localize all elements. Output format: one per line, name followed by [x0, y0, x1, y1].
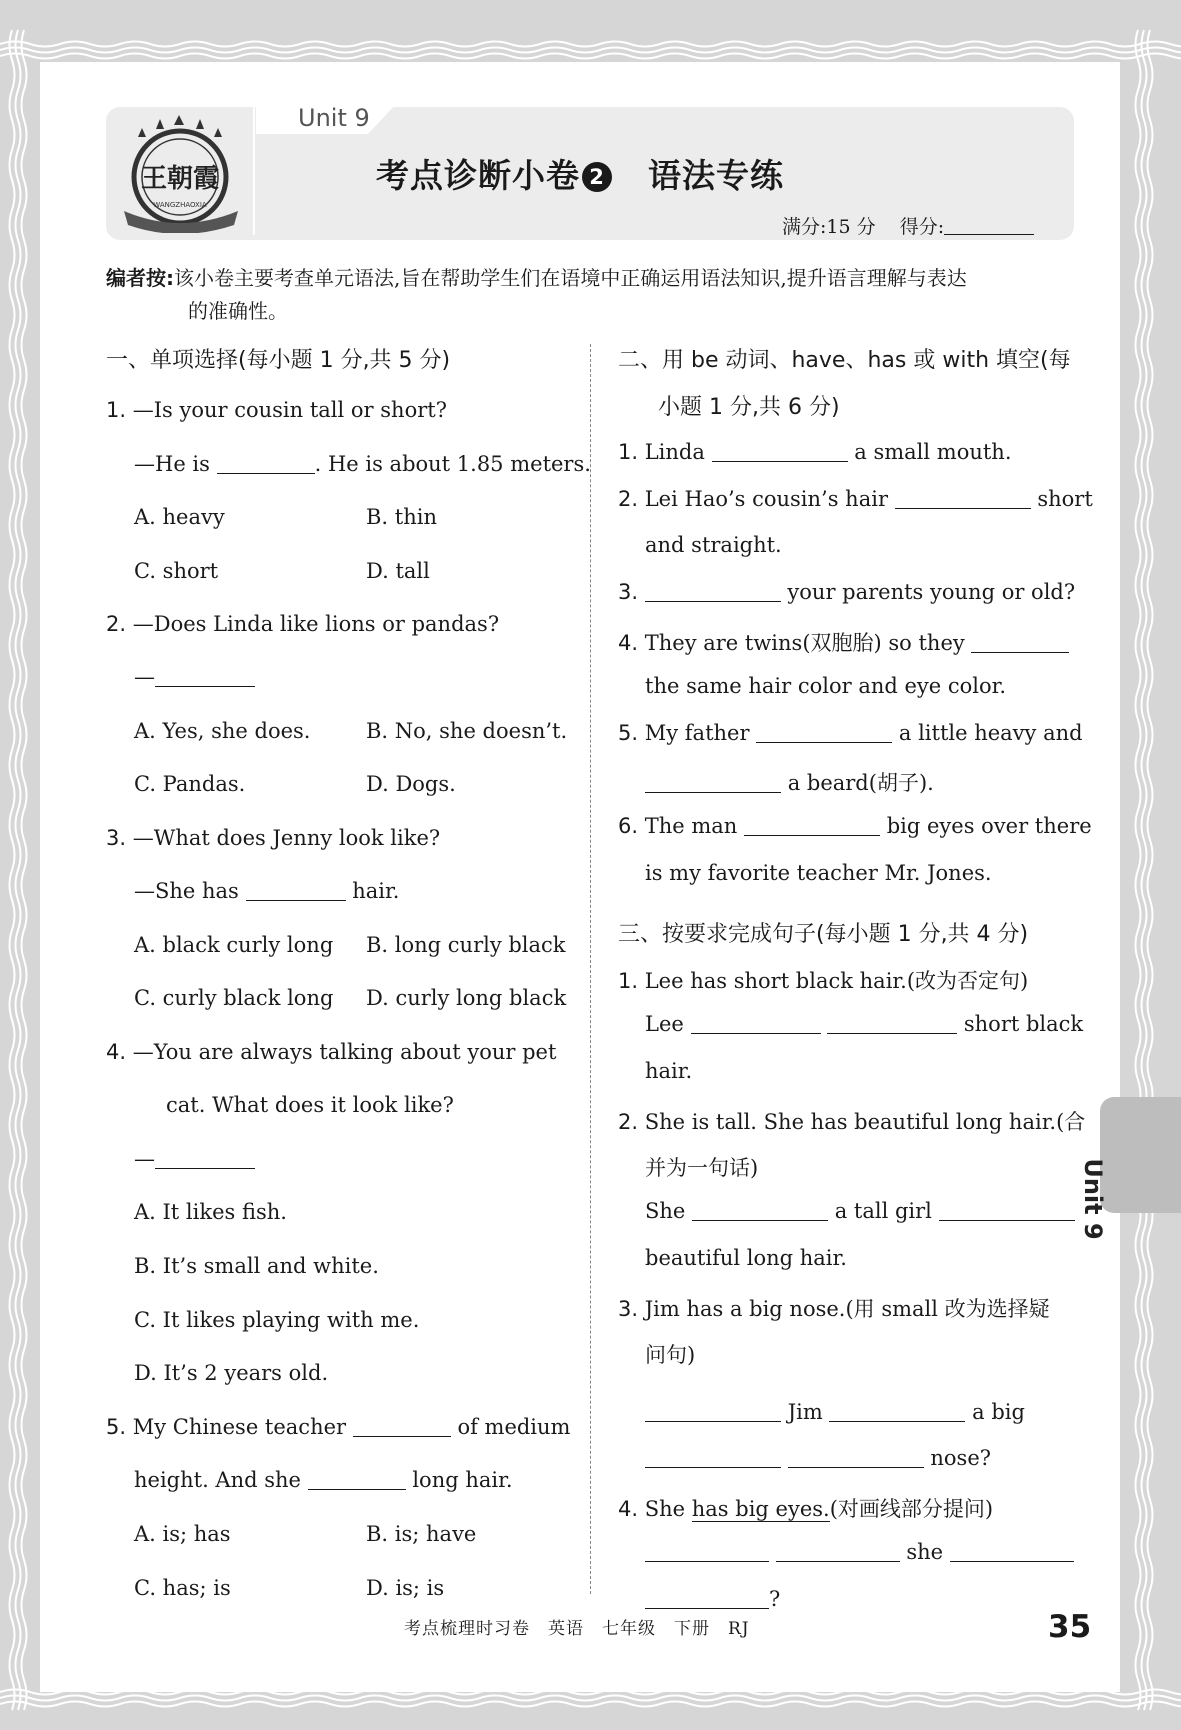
s2-q1-blank[interactable] — [712, 441, 848, 462]
s1-q2-option-a[interactable]: A. Yes, she does. — [134, 719, 311, 743]
s1-q5-option-c[interactable]: C. has; is — [134, 1576, 231, 1600]
s3-q4-underlined: has big eyes. — [691, 1497, 830, 1521]
s3-q1-blank1[interactable] — [691, 1013, 821, 1034]
s3-q3-answer1: Jim a big — [645, 1400, 1025, 1424]
s1-q5-blank1[interactable] — [353, 1416, 451, 1437]
s1-q1-line2: —He is . He is about 1.85 meters. — [134, 452, 591, 476]
s3-q1-line3: hair. — [645, 1059, 693, 1083]
s1-q4-option-c[interactable]: C. It likes playing with me. — [134, 1308, 420, 1332]
s3-q3-blank3[interactable] — [645, 1447, 781, 1468]
unit-tab-label: Unit 9 — [298, 104, 370, 132]
s1-q5-line2: height. And she long hair. — [134, 1468, 513, 1492]
s1-q2-option-c[interactable]: C. Pandas. — [134, 772, 246, 796]
s1-q4-option-a[interactable]: A. It likes fish. — [134, 1200, 287, 1224]
s3-q3-blank1[interactable] — [645, 1401, 781, 1422]
s3-q3-blank4[interactable] — [788, 1447, 924, 1468]
s1-q1-option-c[interactable]: C. short — [134, 559, 219, 583]
frame-wave-line — [1148, 30, 1153, 1710]
editor-note-line2: 的准确性。 — [188, 299, 288, 323]
s3-q1: 1. Lee has short black hair.(改为否定句) — [618, 969, 1029, 993]
s3-q2: 2. She is tall. She has beautiful long hair.(合 — [618, 1110, 1086, 1134]
s1-q1-blank[interactable] — [217, 453, 315, 474]
page-title — [376, 150, 784, 197]
header-divider — [253, 107, 255, 235]
s1-q3-blank[interactable] — [246, 880, 346, 901]
score-blank[interactable] — [944, 218, 1034, 235]
s1-q2-blank[interactable] — [155, 666, 255, 687]
editor-note-line1: 该小卷主要考查单元语法,旨在帮助学生们在语境中正确运用语法知识,提升语言理解与表达 — [174, 266, 967, 290]
frame-wave-line — [0, 42, 1181, 47]
s1-q3-option-c[interactable]: C. curly black long — [134, 986, 334, 1010]
frame-wave-line — [1142, 30, 1147, 1710]
s1-q1-option-d[interactable]: D. tall — [366, 559, 430, 583]
s1-q1-option-a[interactable]: A. heavy — [134, 505, 225, 529]
s2-q6-blank[interactable] — [744, 815, 880, 836]
s2-q3: 3. your parents young or old? — [618, 580, 1076, 604]
s2-q5: 5. My father a little heavy and — [618, 721, 1083, 745]
frame-wave-line — [0, 48, 1181, 53]
logo-text: 王朝霞 — [140, 164, 220, 194]
score-label: 得分: — [899, 216, 945, 238]
s3-q3-blank2[interactable] — [829, 1401, 965, 1422]
s1-q4-option-b[interactable]: B. It’s small and white. — [134, 1254, 379, 1278]
s3-q2-answer: She a tall girl — [645, 1199, 1075, 1223]
frame-wave-line — [0, 1696, 1181, 1701]
s1-q5-option-d[interactable]: D. is; is — [366, 1576, 445, 1600]
section3-title: 三、按要求完成句子(每小题 1 分,共 4 分) — [618, 922, 1029, 947]
s3-q4-answer: she — [645, 1540, 1074, 1564]
side-unit-tab-label: Unit 9 — [1079, 1158, 1107, 1240]
frame-wave-line — [0, 1702, 1181, 1707]
frame-wave-line — [1136, 30, 1141, 1710]
editor-note — [106, 262, 1074, 328]
s1-q3: 3. —What does Jenny look like? — [106, 826, 441, 850]
s3-q4-answer2: ? — [645, 1587, 780, 1611]
frame-wave-line — [22, 30, 27, 1710]
s2-q4-blank[interactable] — [971, 632, 1069, 653]
s2-q4-line2: the same hair color and eye color. — [645, 674, 1007, 698]
s3-q3: 3. Jim has a big nose.(用 small 改为选择疑 — [618, 1297, 1050, 1321]
section1-title: 一、单项选择(每小题 1 分,共 5 分) — [106, 348, 451, 373]
s3-q2-blank1[interactable] — [692, 1200, 828, 1221]
s3-q2-blank2[interactable] — [939, 1200, 1075, 1221]
s1-q5-option-a[interactable]: A. is; has — [134, 1522, 231, 1546]
title-part2: 语法专练 — [648, 156, 784, 195]
s2-q5-blank2[interactable] — [645, 772, 781, 793]
section2-title-line2: 小题 1 分,共 6 分) — [658, 395, 840, 420]
footer-text: 考点梳理时习卷 英语 七年级 下册 RJ — [404, 1619, 750, 1639]
s2-q4: 4. They are twins(双胞胎) so they — [618, 627, 1069, 657]
page-number: 35 — [1048, 1609, 1092, 1645]
s1-q4-blank[interactable] — [155, 1148, 255, 1169]
s1-q4-line1b: cat. What does it look like? — [166, 1093, 454, 1117]
s2-q1: 1. Linda a small mouth. — [618, 440, 1012, 464]
s1-q3-line2: —She has hair. — [134, 879, 400, 903]
s1-q1: 1. —Is your cousin tall or short? — [106, 398, 447, 422]
s3-q1-answer: Lee short black — [645, 1012, 1084, 1036]
s1-q4-option-d[interactable]: D. It’s 2 years old. — [134, 1361, 329, 1385]
s1-q2-option-b[interactable]: B. No, she doesn’t. — [366, 719, 568, 743]
title-number: 2 — [582, 162, 612, 192]
title-part1: 考点诊断小卷 — [376, 156, 580, 195]
s3-q4: 4. She has big eyes.(对画线部分提问) — [618, 1497, 994, 1521]
s1-q5-option-b[interactable]: B. is; have — [366, 1522, 477, 1546]
section2-title-line1: 二、用 be 动词、have、has 或 with 填空(每 — [618, 348, 1071, 373]
s3-q3-answer2: nose? — [645, 1446, 991, 1470]
s2-q6-line2: is my favorite teacher Mr. Jones. — [645, 861, 992, 885]
s1-q2: 2. —Does Linda like lions or pandas? — [106, 612, 500, 636]
column-divider — [590, 344, 591, 1594]
s2-q6: 6. The man big eyes over there — [618, 814, 1092, 838]
s3-q4-blank4[interactable] — [645, 1588, 769, 1609]
s3-q4-blank2[interactable] — [776, 1541, 900, 1562]
s1-q3-option-d[interactable]: D. curly long black — [366, 986, 567, 1010]
s1-q2-line2: — — [134, 665, 255, 689]
s3-q4-blank3[interactable] — [950, 1541, 1074, 1562]
s1-q1-option-b[interactable]: B. thin — [366, 505, 437, 529]
s1-q4-line2: — — [134, 1147, 255, 1171]
s1-q3-option-b[interactable]: B. long curly black — [366, 933, 566, 957]
s3-q2-line4: beautiful long hair. — [645, 1246, 847, 1270]
score-line — [782, 212, 1034, 239]
full-score: 满分:15 分 — [782, 216, 876, 238]
s2-q3-blank[interactable] — [645, 581, 781, 602]
frame-wave-line — [16, 30, 21, 1710]
s3-q3-line2: 问句) — [645, 1343, 696, 1367]
frame-wave-line — [0, 54, 1181, 59]
s3-q2-line2: 并为一句话) — [645, 1156, 759, 1180]
logo — [116, 115, 246, 233]
s2-q5-blank1[interactable] — [756, 722, 892, 743]
s3-q1-blank2[interactable] — [827, 1013, 957, 1034]
s1-q4: 4. —You are always talking about your pet — [106, 1040, 557, 1064]
s1-q3-option-a[interactable]: A. black curly long — [134, 933, 334, 957]
s2-q5-line2: a beard(胡子). — [645, 767, 934, 797]
s1-q5: 5. My Chinese teacher of medium — [106, 1415, 571, 1439]
s2-q2-line2: and straight. — [645, 533, 782, 557]
s1-q2-option-d[interactable]: D. Dogs. — [366, 772, 456, 796]
side-unit-tab — [1100, 1097, 1181, 1213]
editor-note-label: 编者按: — [106, 266, 174, 290]
frame-wave-line — [10, 30, 15, 1710]
s1-q5-blank2[interactable] — [308, 1469, 406, 1490]
s3-q4-blank1[interactable] — [645, 1541, 769, 1562]
s2-q2-blank[interactable] — [895, 488, 1031, 509]
s2-q2: 2. Lei Hao’s cousin’s hair short — [618, 487, 1093, 511]
logo-caption: WANGZHAOXIA — [153, 201, 207, 209]
